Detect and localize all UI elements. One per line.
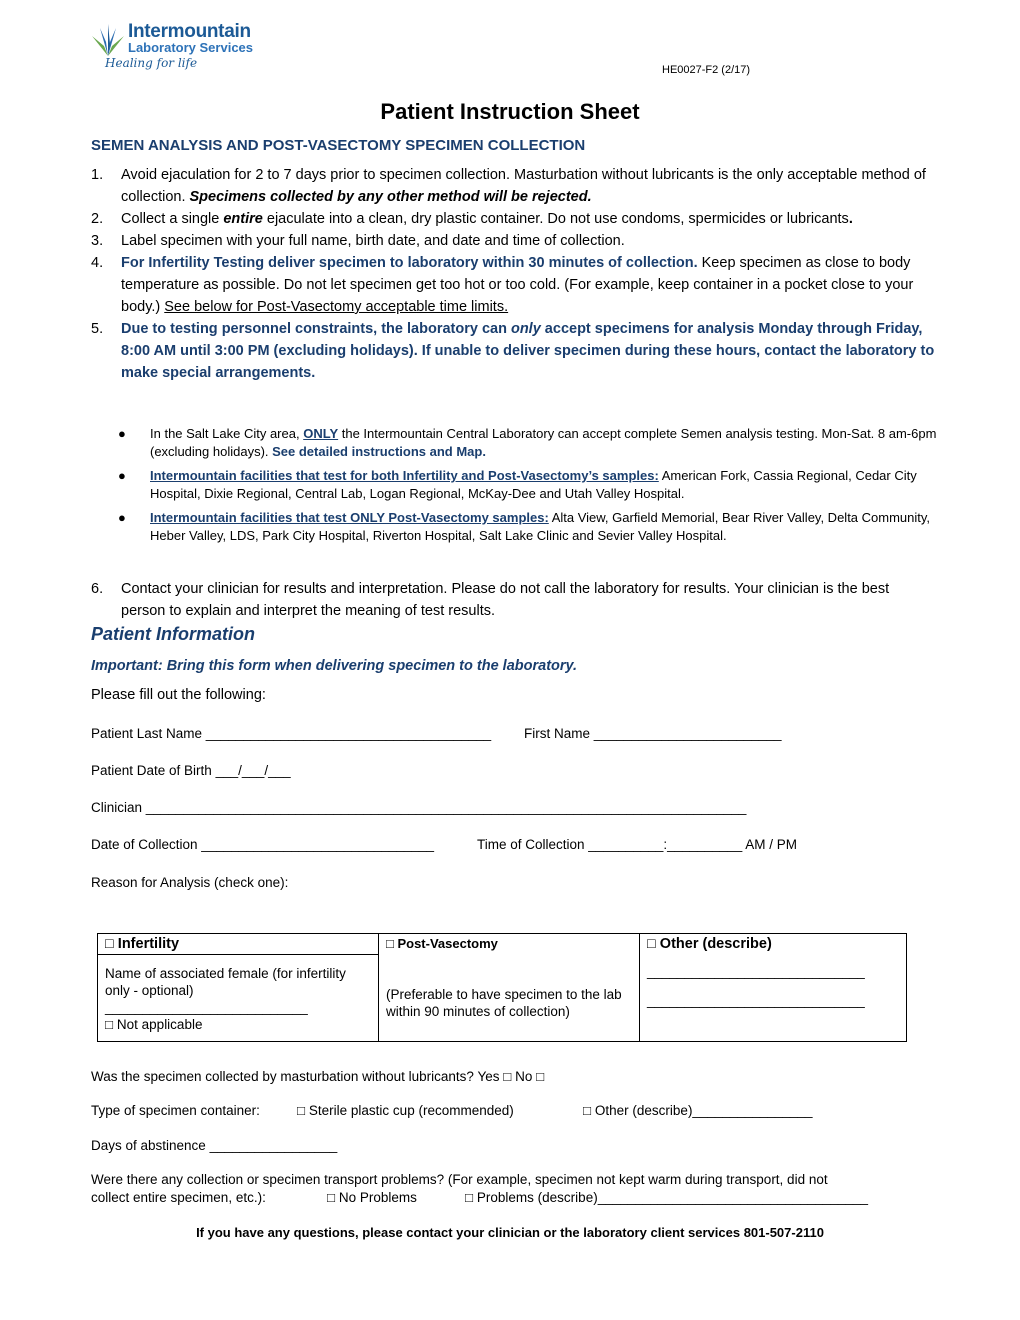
infertility-timing: For Infertility Testing deliver specimen to laboratory within 30 minutes of collection. [121,255,698,271]
item-number: 5. [91,321,104,337]
bullet-text: In the Salt Lake City area, [150,426,304,441]
instruction-text: Keep specimen as close to body temperature as possible. Do not let specimen get too hot or too cold. (For example, keep container in a pocket close to your body.) [121,255,914,315]
instruction-item-4 [91,252,936,318]
instruction-text: Contact your clinician for results and interpretation. Please do not call the laboratory for results. Your clinician is the best person to explain and interpret the meaning of test results. [121,581,890,619]
bullet-icon: ● [118,468,126,483]
dob-field[interactable]: Patient Date of Birth ___/___/___ [91,763,291,778]
other-cell [640,934,907,1042]
only-emphasis: ONLY [303,426,339,441]
masturbation-question[interactable]: Was the specimen collected by masturbation without lubricants? Yes □ No □ [91,1069,545,1084]
associated-female-label: Name of associated female (for infertility only - optional) [105,966,346,998]
instruction-text: ejaculate into a clean, dry plastic container. Do not use condoms, spermicides or lubricants [262,211,849,227]
item-number: 3. [91,233,104,249]
instruction-item-3 [91,230,936,252]
first-name-field[interactable]: First Name _________________________ [524,726,782,741]
entire-emphasis: entire [223,211,263,227]
bullet-icon: ● [118,510,126,525]
other-container-checkbox[interactable]: □ Other (describe)________________ [583,1103,813,1118]
abstinence-field[interactable]: Days of abstinence _________________ [91,1138,338,1153]
bullet-heading: Intermountain facilities that test for both Infertility and Post-Vasectomy’s samples: [150,468,659,483]
instruction-list [91,164,936,384]
last-name-field[interactable]: Patient Last Name ______________________________________ [91,726,492,741]
problems-question-cont: collect entire specimen, etc.): [91,1190,266,1205]
problems-checkbox[interactable]: □ Problems (describe)____________________________________ [465,1190,868,1205]
instruction-item-6 [91,578,936,622]
bullet-heading: Intermountain facilities that test ONLY Post-Vasectomy samples: [150,510,549,525]
instruction-text: Label specimen with your full name, birth date, and date and time of collection. [121,233,625,249]
post-vasectomy-checkbox[interactable]: □ Post-Vasectomy [386,936,498,951]
clinician-field[interactable]: Clinician ________________________________________________________________________________ [91,800,747,815]
collection-time-field[interactable]: Time of Collection __________:__________ AM / PM [477,837,797,852]
infertility-checkbox[interactable]: □ Infertility [98,934,378,955]
reason-table [97,933,907,1042]
page-title: Patient Instruction Sheet [380,99,640,124]
contact-footer: If you have any questions, please contact your clinician or the laboratory client services 801-507-2110 [196,1225,824,1240]
bullet-salt-lake [118,425,938,460]
instruction-text: Due to testing personnel constraints, the laboratory can [121,321,511,337]
item-number: 4. [91,255,104,271]
instruction-item-1 [91,164,936,208]
logo-subtitle: Laboratory Services [128,40,254,55]
item-number: 6. [91,581,104,597]
other-checkbox[interactable]: □ Other (describe) [647,936,772,952]
infertility-cell [98,934,379,1042]
associated-female-field[interactable]: ___________________________ [105,1000,308,1015]
period: . [848,211,853,227]
collection-date-field[interactable]: Date of Collection _______________________________ [91,837,435,852]
instructions-map-link[interactable]: See detailed instructions and Map. [272,443,486,459]
patient-info-title: Patient Information [91,624,256,644]
post-vasectomy-cell [379,934,640,1042]
rejection-warning: Specimens collected by any other method will be rejected. [189,189,592,205]
container-type-label: Type of specimen container: [91,1103,260,1118]
other-describe-field-2[interactable]: _____________________________ [647,993,865,1008]
item-number: 1. [91,167,104,183]
instruction-text: accept specimens for analysis Monday through Friday, 8:00 AM until 3:00 PM (excluding holidays). If unable to deliver specimen during these hours, contact the laboratory to make special arrangements. [121,321,935,381]
bullet-icon: ● [118,426,126,441]
bullet-post-vasectomy-facilities [118,509,938,544]
bullet-text: Alta View, Garfield Memorial, Bear River Valley, Delta Community, Heber Valley, LDS, Park City Hospital, Riverton Hospital, Salt Lake Clinic and Sevier Valley Hospital. [150,510,931,543]
bullet-text: the Intermountain Central Laboratory can accept complete Semen analysis testing. Mon-Sat. 8 am-6pm (excluding holidays). [150,426,937,459]
logo-name: Intermountain [128,21,251,42]
only-emphasis: only [510,321,541,337]
other-describe-field-1[interactable]: _____________________________ [647,964,865,979]
page-subtitle: SEMEN ANALYSIS AND POST-VASECTOMY SPECIMEN COLLECTION [91,137,586,154]
instruction-text: Avoid ejaculation for 2 to 7 days prior to specimen collection. Masturbation without lubricants is the only acceptable method of collection. [121,167,926,205]
reason-label: Reason for Analysis (check one): [91,875,289,890]
instruction-text: Collect a single [121,211,224,227]
important-note: Important: Bring this form when delivering specimen to the laboratory. [91,658,578,674]
leaf-emblem-icon [88,22,128,58]
problems-question: Were there any collection or specimen transport problems? (For example, specimen not kept warm during transport, did not [91,1172,828,1187]
post-vasectomy-time-link[interactable]: See below for Post-Vasectomy acceptable time limits. [164,299,509,315]
instruction-item-5 [91,318,936,384]
not-applicable-checkbox[interactable]: □ Not applicable [105,1017,203,1032]
bullet-both-facilities [118,467,938,502]
sterile-cup-checkbox[interactable]: □ Sterile plastic cup (recommended) [297,1103,514,1118]
fill-out-prompt: Please fill out the following: [91,687,266,703]
instruction-item-2 [91,208,936,230]
form-code: HE0027-F2 (2/17) [662,64,751,76]
facility-bullets [118,425,938,551]
bullet-text: American Fork, Cassia Regional, Cedar City Hospital, Dixie Regional, Central Lab, Logan Regional, McKay-Dee and Utah Valley Hospital. [150,468,917,501]
item-number: 2. [91,211,104,227]
post-vasectomy-note: (Preferable to have specimen to the lab within 90 minutes of collection) [386,987,622,1019]
no-problems-checkbox[interactable]: □ No Problems [327,1190,417,1205]
logo-tagline: Healing for life [105,56,198,70]
